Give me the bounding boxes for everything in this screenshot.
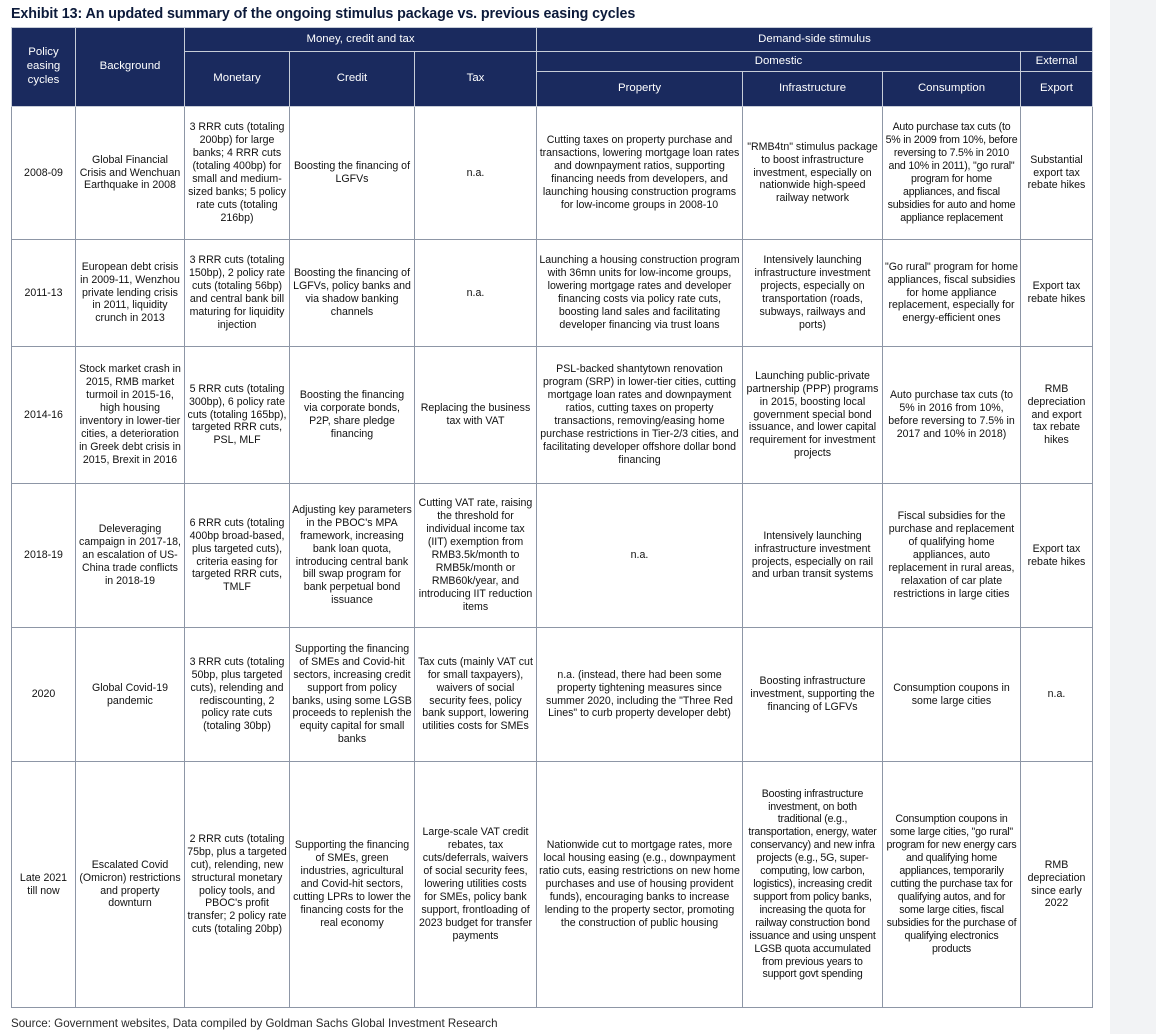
- cell-infrastructure: "RMB4tn" stimulus package to boost infrastructure investment, especially on nationwide high-speed railway network: [743, 107, 883, 240]
- cell-property: n.a. (instead, there had been some property tightening measures since summer 2020, including the "Three Red Lines" to curb property developer debt): [537, 628, 743, 762]
- cell-infrastructure: Launching public-private partnership (PPP) programs in 2015, boosting local government special bond issuance, and lower capital requirement for investment projects: [743, 347, 883, 484]
- table-row: [12, 347, 1093, 484]
- header-policy-easing-cycles: Policy easing cycles: [12, 28, 76, 107]
- header-tax: Tax: [415, 52, 537, 107]
- cell-property: Nationwide cut to mortgage rates, more local housing easing (e.g., downpayment ratio cuts, easing restrictions on new home purchases and use of housing provident funds), encouraging banks to increase lending to the property sector, promoting the construction of public housing: [537, 762, 743, 1008]
- cell-monetary: 2 RRR cuts (totaling 75bp, plus a targeted cut), relending, new structural monetary policy tools, and PBOC's profit transfer; 2 policy rate cuts (totaling 20bp): [185, 762, 290, 1008]
- cell-monetary: 3 RRR cuts (totaling 50bp, plus targeted cuts), relending and rediscounting, 2 policy rate cuts (totaling 30bp): [185, 628, 290, 762]
- stimulus-summary-table: [11, 27, 1093, 1008]
- cell-tax: n.a.: [415, 240, 537, 347]
- cell-credit: Supporting the financing of SMEs and Covid-hit sectors, increasing credit support from policy banks, using some LGSB proceeds to replenish the equity capital for small banks: [290, 628, 415, 762]
- cell-cycle: 2011-13: [12, 240, 76, 347]
- header-demand-side-stimulus: Demand-side stimulus: [537, 28, 1093, 52]
- cell-monetary: 6 RRR cuts (totaling 400bp broad-based, plus targeted cuts), criteria easing for targeted RRR cuts, TMLF: [185, 484, 290, 628]
- header-export: Export: [1021, 72, 1093, 107]
- side-panel: [1110, 0, 1156, 1034]
- cell-property: PSL-backed shantytown renovation program (SRP) in lower-tier cities, cutting mortgage loan rates and downpayment ratios, cutting taxes on property transactions, removing/easing home purchase restrictions in Tier-2/3 cities, and facilitating developer offshore dollar bond financing: [537, 347, 743, 484]
- cell-cycle: 2008-09: [12, 107, 76, 240]
- source-footnote: Source: Government websites, Data compiled by Goldman Sachs Global Investment Research: [11, 1017, 498, 1030]
- cell-cycle: 2018-19: [12, 484, 76, 628]
- cell-consumption: Auto purchase tax cuts (to 5% in 2009 from 10%, before reversing to 7.5% in 2010 and 10% in 2011), "go rural" program for home appliances, and fiscal subsidies for auto and home appliance replacement: [883, 107, 1021, 240]
- cell-consumption: Auto purchase tax cuts (to 5% in 2016 from 10%, before reversing to 7.5% in 2017 and 10% in 2018): [883, 347, 1021, 484]
- cell-infrastructure: Intensively launching infrastructure investment projects, especially on transportation (roads, subways, railways and ports): [743, 240, 883, 347]
- table-row: [12, 628, 1093, 762]
- cell-export: RMB depreciation since early 2022: [1021, 762, 1093, 1008]
- cell-consumption: Fiscal subsidies for the purchase and replacement of qualifying home appliances, auto replacement in rural areas, relaxation of car plate restrictions in large cities: [883, 484, 1021, 628]
- cell-monetary: 5 RRR cuts (totaling 300bp), 6 policy rate cuts (totaling 165bp), targeted RRR cuts, PSL, MLF: [185, 347, 290, 484]
- cell-infrastructure: Boosting infrastructure investment, on both traditional (e.g., transportation, energy, water conservancy) and new infra projects (e.g., 5G, super-computing, low carbon, logistics), increasing credit support from policy banks, increasing the quota for railway construction bond issuance and using unspent LGSB quota accumulated from previous years to support govt spending: [743, 762, 883, 1008]
- table-row: [12, 762, 1093, 1008]
- cell-tax: n.a.: [415, 107, 537, 240]
- cell-export: Export tax rebate hikes: [1021, 240, 1093, 347]
- cell-background: European debt crisis in 2009-11, Wenzhou private lending crisis in 2011, liquidity crunch in 2013: [76, 240, 185, 347]
- cell-background: Escalated Covid (Omicron) restrictions and property downturn: [76, 762, 185, 1008]
- cell-background: Deleveraging campaign in 2017-18, an escalation of US-China trade conflicts in 2018-19: [76, 484, 185, 628]
- cell-background: Stock market crash in 2015, RMB market turmoil in 2015-16, high housing inventory in lower-tier cities, a deterioration in Greek debt crisis in 2015, Brexit in 2016: [76, 347, 185, 484]
- cell-tax: Large-scale VAT credit rebates, tax cuts/deferrals, waivers of social security fees, lowering utilities costs for SMEs, policy bank support, frontloading of 2023 budget for transfer payments: [415, 762, 537, 1008]
- header-consumption: Consumption: [883, 72, 1021, 107]
- cell-tax: Cutting VAT rate, raising the threshold for individual income tax (IIT) exemption from RMB3.5k/month to RMB5k/month or RMB60k/year, and introducing IIT reduction items: [415, 484, 537, 628]
- header-external: External: [1021, 52, 1093, 72]
- cell-cycle: Late 2021 till now: [12, 762, 76, 1008]
- header-property: Property: [537, 72, 743, 107]
- cell-export: Export tax rebate hikes: [1021, 484, 1093, 628]
- table-row: [12, 240, 1093, 347]
- cell-property: Launching a housing construction program with 36mn units for low-income groups, lowering mortgage rates and developer financing costs via policy rate cuts, boosting land sales and facilitating developer financing via trust loans: [537, 240, 743, 347]
- cell-background: Global Financial Crisis and Wenchuan Earthquake in 2008: [76, 107, 185, 240]
- cell-credit: Adjusting key parameters in the PBOC's MPA framework, increasing bank loan quota, introducing central bank bill swap program for bank perpetual bond issuance: [290, 484, 415, 628]
- header-row-1: [12, 28, 1093, 52]
- cell-property: n.a.: [537, 484, 743, 628]
- cell-infrastructure: Intensively launching infrastructure investment projects, especially on rail and urban transit systems: [743, 484, 883, 628]
- cell-consumption: Consumption coupons in some large cities, "go rural" program for new energy cars and qualifying home appliances, temporarily cutting the purchase tax for qualifying autos, and for some large cities, fiscal subsidies for the purchase of qualifying electronics products: [883, 762, 1021, 1008]
- header-money-credit-tax: Money, credit and tax: [185, 28, 537, 52]
- cell-infrastructure: Boosting infrastructure investment, supporting the financing of LGFVs: [743, 628, 883, 762]
- table-row: [12, 107, 1093, 240]
- cell-consumption: Consumption coupons in some large cities: [883, 628, 1021, 762]
- header-domestic: Domestic: [537, 52, 1021, 72]
- cell-consumption: "Go rural" program for home appliances, fiscal subsidies for home appliance replacement, especially for energy-efficient ones: [883, 240, 1021, 347]
- table-row: [12, 484, 1093, 628]
- exhibit-title: Exhibit 13: An updated summary of the ongoing stimulus package vs. previous easing cycles: [11, 5, 636, 22]
- cell-credit: Boosting the financing via corporate bonds, P2P, share pledge financing: [290, 347, 415, 484]
- cell-property: Cutting taxes on property purchase and transactions, lowering mortgage loan rates and downpayment ratios, supporting financing needs from developers, and launching housing construction programs for low-income groups in 2008-10: [537, 107, 743, 240]
- cell-export: Substantial export tax rebate hikes: [1021, 107, 1093, 240]
- cell-credit: Boosting the financing of LGFVs: [290, 107, 415, 240]
- cell-credit: Supporting the financing of SMEs, green industries, agricultural and Covid-hit sectors, cutting LPRs to lower the financing costs for the real economy: [290, 762, 415, 1008]
- cell-export: n.a.: [1021, 628, 1093, 762]
- cell-cycle: 2020: [12, 628, 76, 762]
- cell-monetary: 3 RRR cuts (totaling 150bp), 2 policy rate cuts (totaling 56bp) and central bank bill maturing for liquidity injection: [185, 240, 290, 347]
- cell-credit: Boosting the financing of LGFVs, policy banks and via shadow banking channels: [290, 240, 415, 347]
- header-credit: Credit: [290, 52, 415, 107]
- header-infrastructure: Infrastructure: [743, 72, 883, 107]
- cell-monetary: 3 RRR cuts (totaling 200bp) for large banks; 4 RRR cuts (totaling 400bp) for small and medium-sized banks; 5 policy rate cuts (totaling 216bp): [185, 107, 290, 240]
- header-monetary: Monetary: [185, 52, 290, 107]
- cell-tax: Tax cuts (mainly VAT cut for small taxpayers), waivers of social security fees, policy bank support, lowering utilities costs for SMEs: [415, 628, 537, 762]
- cell-export: RMB depreciation and export tax rebate hikes: [1021, 347, 1093, 484]
- header-background: Background: [76, 28, 185, 107]
- cell-background: Global Covid-19 pandemic: [76, 628, 185, 762]
- cell-cycle: 2014-16: [12, 347, 76, 484]
- cell-tax: Replacing the business tax with VAT: [415, 347, 537, 484]
